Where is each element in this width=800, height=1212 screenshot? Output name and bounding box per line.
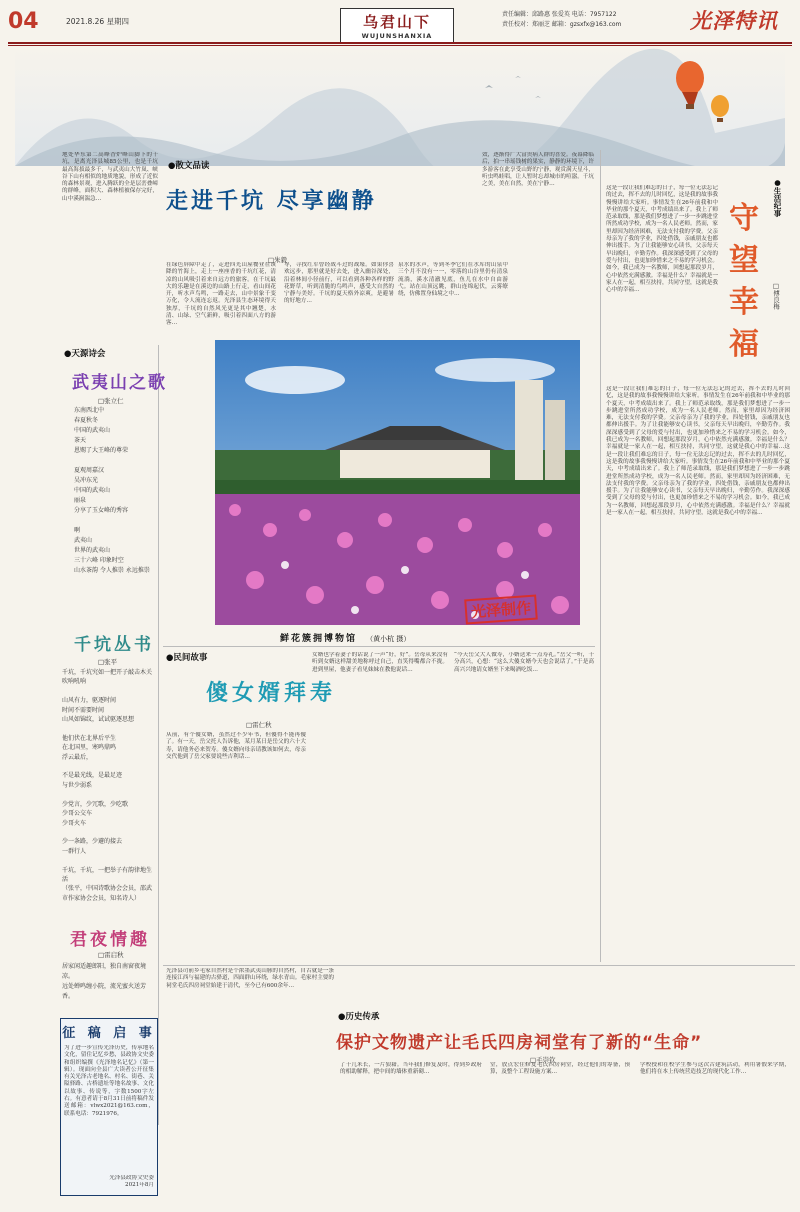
photo-caption: 鲜花簇拥博物馆 [280,634,358,644]
section-masthead [340,8,454,44]
poem1-body [74,406,156,576]
column-divider-right [600,150,601,962]
poem2-line: 时间不需要时间 [62,706,105,714]
poem2-line [62,856,156,865]
section-subtitle: WUJUNSHANXIA [361,32,433,40]
poem2-line: 千坑，千坑，一把举子有韵律地生活 [62,866,153,883]
notice-text: 为了进一步宣传光泽历史，传承地名文化，留住记忆乡愁，县政协文史委和组织编撰《光泽地名记忆》（第一辑）。现面向全县广大读者公开征集有关光泽古老地名、村名、街巷、关隘驿路、古桥遗址等地名故事、文化以故事、传说等，字数1500字左右。有意者请于8月31日前将稿件发送邮箱：vlwx2021@163.com，联系电话：7921976。 [64,1045,154,1117]
poem1-line: 三十六峰 印象时空 [74,557,124,564]
history-col2: 了十几米长，一片狼藉。当年我们修复及时，得到乡政府的相助解释，把中间的墙体重新砌… [340,1062,482,1076]
poem2-line [62,724,156,733]
poem2-line: 千坑，千坑究如一把开子敲击木关吹响吼响 [62,669,153,686]
poem1-line: 啊 [74,527,81,534]
poem2-line: 山风如锦纹，试试驱逐思想 [62,716,135,724]
family-text-top: 这是一段让我们难忘的日子，每一位无法忘记的过去，挥不去的儿时回忆，这是我的故事我慢慢讲给大家听。事情发生在26年前我和中毕业的那个夏天，中考成绩出来了。我上了师范录取线，那是我们梦想进了一步一步跳进堂所然成功学校，成为一名人民老师。然而，家里却因为经济困难，无法支付我的学费。父亲母亲为了我的学业，四处借钱，亲戚朋友也都伸出援手。为了让我能够安心读书，父亲每天早出晚归，辛勤劳作。我深深感受到了父母的爱与付出，也更加珍惜来之不易的学习机会。如今，我已成为一名教师，回想起那段岁月，心中依然充满感激。幸福是什么？幸福就是一家人在一起，相互扶持，共同守望，这就是我心中的幸福… [606,185,718,294]
family-title-box [722,198,766,374]
poem1-author: □张立仁 [98,397,124,405]
editor-info [502,10,621,30]
header-rule [8,42,792,44]
header-rule-thin [8,45,792,46]
poem1-line: 中国的武夷山 [74,487,111,494]
section-title: 乌君山下 [362,13,431,31]
editor-line: 责任编辑：邱路惠 张爱英 电话：7957122 [502,11,617,18]
family-text-main: 这是一段让我们难忘的日子，每一位无法忘记的过去，挥不去的儿时回忆，这是我的故事我慢慢讲给大家听。事情发生在26年前我和中毕业的那个夏天，中考成绩出来了。我上了师范录取线，那是我们梦想进了一步一步跳进堂所然成功学校，成为一名人民老师。然而，家里却因为经济困难，无法支付我的学费。父亲母亲为了我的学业，四处借钱，亲戚朋友也都伸出援手。为了让我能够安心读书，父亲每天早出晚归，辛勤劳作。我深深感受到了父母的爱与付出，也更加珍惜来之不易的学习机会。如今，我已成为一名教师，回想起那段岁月，心中依然充满感激。幸福是什么？幸福就是一家人在一起，相互扶持，共同守望，这就是我心中的幸福…这是一段让我们难忘的日子，每一位无法忘记的过去，挥不去的儿时回忆，这是我的故事我慢慢讲给大家听。事情发生在26年前我和中毕业的那个夏天，中考成绩出来了。我上了师范录取线，那是我们梦想进了一步一步跳进堂所然成功学校，成为一名人民老师。然而，家里却因为经济困难，无法支付我的学费。父亲母亲为了我的学业，四处借钱，亲戚朋友也都伸出援手。为了让我能够安心读书，父亲每天早出晚归，辛勤劳作。我深深感受到了父母的爱与付出，也更加珍惜来之不易的学习机会。如今，我已成为一名教师，回想起那段岁月，心中依然充满感激。幸福是什么？幸福就是一家人在一起，相互扶持，共同守望，这就是我心中的幸福… [606,386,790,517]
folk-author: □雷仁秋 [246,721,272,729]
proof-line: 责任校对：郑丽芝 邮箱：gzsxfx@163.com [502,21,622,28]
balloon-illustration [668,52,738,132]
poem3-author: □雷启秋 [98,951,124,959]
poem3-line: 居家闲适趣郎阳，独自南窗夜境凉。 [62,963,147,980]
folk-title: 傻女婿拜寿 [206,681,337,706]
poem2-line: 不是最光线，是最足迹 [62,772,123,780]
poem2-line: 与世少弱系 [62,781,93,789]
family-title-char-3: 幸 [729,285,759,320]
history-kicker: ●历史传承 [338,1012,380,1022]
folk-col3: “今天岳父大人做寿，小婿送来一点寿礼。”岳父一听，十分高兴，心想：“这么大傻女婿今天也会说话了。”于是高高兴兴地请女婿坐下来喝酒吃饭… [454,652,594,673]
poem2-line: 在北国里，寒鸣鼎鸣 [62,744,117,752]
photo-caption-row [280,631,410,644]
intro-text: 地处华东第二高峰香炉峰山脚下的千坑，是离光泽县城85公里，也是千坑最高海拔最多千，与武夷山大竹岚、峡谷下山有相似的地质地貌，形成了近似的森林景观，进入腾跃的全是层峦叠嶂的群峰，面积大、森林植被保存完好，山中溪涧湍急… [62,152,158,202]
notice-box [60,1018,158,1196]
poem2-line: 少哥公交车 [62,810,93,818]
family-title-char-1: 守 [729,201,759,236]
poem1-line: 东南西北中 [74,407,105,414]
essay-col3: 泉水的水声，等到冬季它们在水库的山泉中三个月不没有一一，零落的山谷里仍有清泉流淌，溪水清澈见底，鱼儿在水中自由游弋。站在山顶远眺，群山连绵起伏，云雾缭绕，仿佛置身仙境之中… [398,262,508,298]
newspaper-brand: 光泽特讯 [690,8,778,33]
photo-stamp: 光泽制作 [464,595,538,625]
museum-photo [215,340,580,625]
essay-author: □朱毅 [268,256,288,264]
poem1-line: 中国的武夷山 [74,427,111,434]
poem2-line: （张平，中国诗歌协会会员，邵武市作家协会会员，知名诗人） [62,885,153,902]
history-col3: 堂，放点宏住修复毛氏四房祠堂，经过他们的筹备，预算，及整个工程设施方案… [490,1062,630,1076]
column-divider-left [158,345,159,1125]
poem2-line: 山风有力，驱逐时间 [62,697,117,705]
notice-signoff: 光泽县政协文史委 [109,1175,154,1181]
poem1-line: 夏观周嘉汉 [74,467,105,474]
essay-col2: 导，寻找红军曾经战斗过的战壕。如果你喜欢远步，那里就是好去处，进入幽谷深处，沿着林间小径前行，可以看到各种各样的野花野草，听到清脆的鸟鸣声，感受大自然的宁静与美好。千坑的夏天格外凉爽，是避暑的好地方… [284,262,394,305]
poem1-line: 吴冲东光 [74,477,99,484]
issue-date: 2021.8.26 星期四 [66,17,130,26]
poem3-title: 君夜情趣 [70,930,150,950]
poem1-line: 武夷山 [74,537,93,544]
history-col4: 学校授和在校学生参与这次古建筑活动，利用暑假来学期，他们将在本上传统营造技艺的现代化工作… [640,1062,790,1076]
poem2-line: 浮云最后， [62,753,93,761]
poem2-line: 少党言，少冗歌，少吃歌 [62,800,129,808]
essay-title: 走进千坑 尽享幽静 [166,189,377,214]
poem3-line: 远处蝉鸣缠小院，流光蜜火送芳香。 [62,983,147,1000]
folk-kicker: ●民间故事 [166,653,208,663]
family-title-char-2: 望 [729,243,759,278]
poem2-line: 少哥火车 [62,819,87,827]
poem1-line [74,456,156,466]
history-title: 保护文物遗产让毛氏四房祠堂有了新的“生命” [336,1033,703,1053]
folk-top-rule [163,646,595,647]
poem1-line: 分享了玉女峰的秀容 [74,507,129,514]
notice-title: 征 稿 启 事 [62,1026,156,1041]
poem1-line: 山水茶韵 令人推崇 永远推崇 [74,567,150,574]
history-col1: 光泽县司前乡毛家自然村是个浓墨武夷山脉的自然村，自古就是一条连接江西与福建的古驿道，四面群山环绕，绿水青山。毛家村主要的祠堂毛氏四房祠堂始建于清代，至今已有600余年… [166,968,334,989]
poem2-title: 千坑丛书 [74,635,154,655]
poem1-line: 世界的武夷山 [74,547,111,554]
photo-credit: （黄小杭 摄） [366,635,411,643]
poem2-line [62,762,156,771]
family-author: □傅良梅 [772,282,780,310]
poem2-line: 一群行人 [62,847,87,855]
history-top-rule [163,965,795,966]
poem2-body [62,668,156,903]
poem1-line: 丽泉 [74,497,87,504]
page-number: 04 [8,9,39,34]
history-author: □毛崇钦 [530,1056,556,1064]
notice-date: 2021年8月 [125,1182,154,1189]
poem2-line [62,790,156,799]
essay-kicker: ●散文品读 [168,161,210,171]
poetry-kicker: ●天源诗会 [64,349,106,359]
poem1-line: 恩赐了大王峰的尊荣 [74,447,129,454]
poem1-line: 茶天 [74,437,87,444]
poem2-line [62,687,156,696]
poem2-line [62,828,156,837]
poem2-line: 少一条路，少避的接去 [62,838,123,846]
essay-col1: 在绿色屏障中走了，走进四光山屋餐业在该降的竹海上，走上一座座香的千坑红花，清凉的山风吸引着来自远方的旅客。在千坑最大的乐趣是在溪边的山路上行走，看山间花开，听水声鸟鸣，一路走去，山中景象千变万化，令人流连忘返。光泽县生态环境得天独厚，千坑的自然风光更是其中翘楚，水清、山绿、空气新鲜，吸引着四面八方的游客… [166,262,276,327]
folk-col2: 女婿也学着妻子的话说了一声“好，好”。岳母从来没有听到女婿这样甜美地称呼过自己，直笑得嘴都合不拢。进到里屋，他妻子看见妹妹在教他说话… [312,652,448,673]
poem2-line: 他们伏在北界后平生 [62,734,117,742]
essay-col4: 效，逐渐得广大富贵病人群的喜爱。夜幕降临后，拍一串瑶钱树的果实，静静的环境下，许多游客在此享受山野的宁静，观赏满天星斗，听虫鸣蛙唱，让人暂时忘却城市的喧嚣。千坑之美，美在自然，美在宁静… [482,152,594,188]
folk-col1: 从前，有个傻女婿，虽然过不少年书，但傻得不能再傻了。有一天，岳父托人告诉他，某月某日是岳父的六十大寿，请他务必来贺寿。傻女婿向母亲请教该如何去，母亲交代他到了岳父家要说些吉利话… [166,732,306,760]
poem2-author: □张平 [98,658,118,666]
family-kicker-vertical: ●生活纪事 [773,178,782,217]
family-title-char-4: 福 [729,327,759,362]
poem1-line [74,516,156,526]
poem1-line: 春夏秋冬 [74,417,99,424]
poem1-title: 武夷山之歌 [72,373,167,393]
poem3-body [62,962,156,1002]
